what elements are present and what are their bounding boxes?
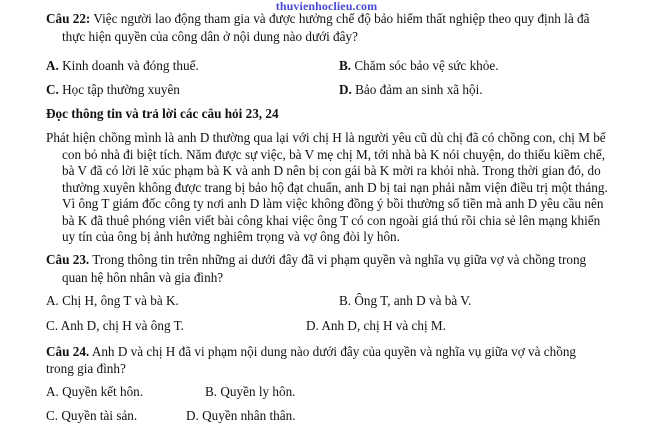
q23-text-line2: quan hệ hôn nhân và gia đình? (62, 270, 224, 285)
passage-line: bà K đã thuê phóng viên viết bài công khai việc ông T có con ngoài giá thú rồi chia sẻ lên mạng khiến (62, 213, 601, 228)
passage-line: Phát hiện chồng mình là anh D thường qua lại với chị H là người yêu cũ dù chị đã có chồng con, chị M bế (46, 130, 606, 145)
q24-option-b: B. Quyền ly hôn. (205, 384, 296, 399)
passage-line: con bỏ nhà đi biệt tích. Năm được sự việc, bà V mẹ chị M, tới nhà bà K nói chuyện, do thiếu kiềm chế, (62, 147, 606, 162)
watermark: thuvienhoclieu.com (275, 0, 378, 13)
q22-option-c: C. Học tập thường xuyên (46, 82, 180, 97)
q22-label: Câu 22: (46, 11, 91, 26)
passage-line: thường xuyên không được trang bị bảo hộ đạt chuẩn, anh D bị tai nạn phải nằm viện điều trị một tháng. (62, 180, 608, 195)
q22-option-a: A. Kinh doanh và đóng thuế. (46, 58, 199, 73)
q22-stem-line1 (46, 11, 589, 27)
q23-option-b: B. Ông T, anh D và bà V. (339, 293, 472, 308)
q23-stem-line1 (46, 252, 586, 268)
q24-option-d: D. Quyền nhân thân. (186, 408, 296, 423)
q23-option-c: C. Anh D, chị H và ông T. (46, 318, 184, 333)
q22-text-line2: thực hiện quyền của công dân ở nội dung nào dưới đây? (62, 29, 358, 44)
passage-line: uy tín của ông bị ảnh hưởng nghiêm trọng và vợ ông đòi ly hôn. (62, 229, 400, 244)
q23-option-a: A. Chị H, ông T và bà K. (46, 293, 179, 308)
q23-label: Câu 23. (46, 252, 90, 267)
q22-text-line1: Việc người lao động tham gia và được hưởng chế độ bảo hiểm thất nghiệp theo quy định là đã (93, 11, 590, 26)
q24-option-c: C. Quyền tài sản. (46, 408, 138, 423)
q24-label: Câu 24. (46, 344, 90, 359)
q23-text-line1: Trong thông tin trên những ai dưới đây đã vi phạm quyền và nghĩa vụ giữa vợ và chồng trong (92, 252, 587, 267)
passage-line: bà V đã có lời lẽ xúc phạm bà K và anh D nên bị con gái bà K mời ra khỏi nhà. Trong thời gian đó, do (62, 163, 601, 178)
q24-text-line1: Anh D và chị H đã vi phạm nội dung nào dưới đây của quyền và nghĩa vụ giữa vợ và chồng (91, 344, 577, 359)
q23-option-d: D. Anh D, chị H và chị M. (306, 318, 446, 333)
q22-option-d: D. Bảo đảm an sinh xã hội. (339, 82, 483, 97)
section-heading: Đọc thông tin và trả lời các câu hỏi 23, 24 (46, 106, 279, 121)
q24-stem-line1 (46, 344, 576, 360)
q24-option-a: A. Quyền kết hôn. (46, 384, 144, 399)
q24-text-line2: trong gia đình? (46, 361, 126, 376)
q22-option-b: B. Chăm sóc bảo vệ sức khỏe. (339, 58, 499, 73)
passage-line: Vì ông T giám đốc công ty nơi anh D làm việc không đồng ý bồi thường số tiền mà anh D yêu cầu nên (62, 196, 604, 211)
